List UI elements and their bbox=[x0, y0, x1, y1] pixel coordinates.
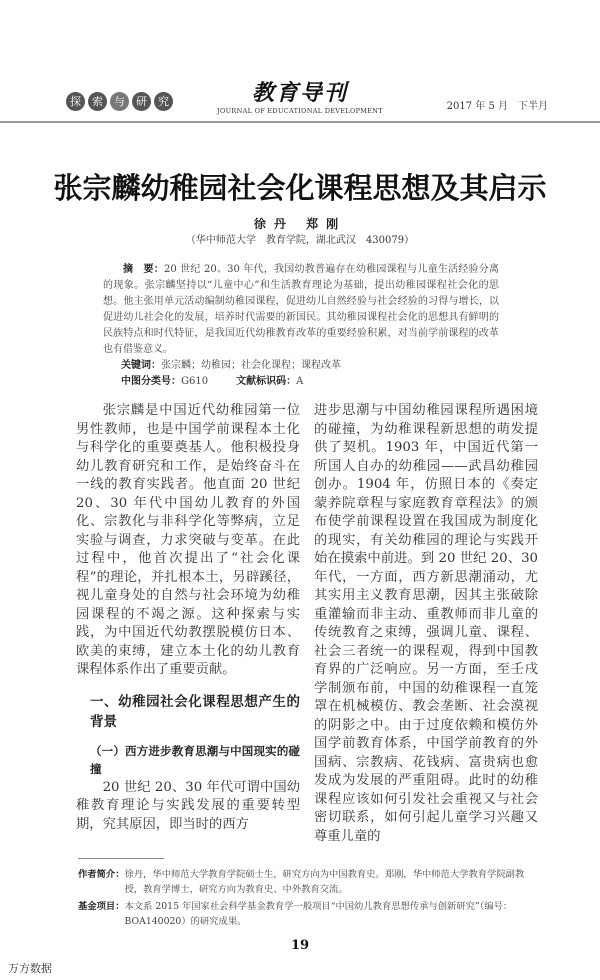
badge-char: 索 bbox=[88, 92, 107, 111]
watermark: 万方数据 bbox=[8, 962, 52, 975]
fund-info: 本文系 2015 年国家社会科学基金教育学一般项目“中国幼儿教育思想传承与创新研究”（编号：BOA140020）的研究成果。 bbox=[124, 901, 513, 927]
author-info-label: 作者简介： bbox=[78, 869, 125, 880]
journal-name-cn: 教育导刊 bbox=[251, 80, 348, 106]
author-info: 徐丹，华中师范大学教育学院硕士生，研究方向为中国教育史。郑刚，华中师范大学教育学院副教授，教育学博士，研究方向为教育史、中外教育交流。 bbox=[124, 869, 525, 895]
badge-char: 究 bbox=[154, 92, 173, 111]
keywords-label: 关键词： bbox=[121, 360, 161, 371]
abstract-label: 摘 要： bbox=[123, 264, 164, 275]
doc-code: A bbox=[296, 376, 304, 387]
subsection-heading: （一）西方进步教育思潮与中国现实的碰撞 bbox=[90, 743, 300, 776]
footnote-rule bbox=[78, 858, 164, 859]
authors: 徐丹 郑刚 bbox=[253, 217, 347, 231]
page-number: 19 bbox=[290, 938, 310, 953]
issue-date: 2017 年 5 月 下半月 bbox=[446, 101, 548, 112]
abstract bbox=[103, 262, 499, 358]
section-badge bbox=[66, 92, 173, 111]
right-column bbox=[314, 402, 538, 846]
fund-label: 基金项目： bbox=[78, 901, 125, 912]
footnotes bbox=[78, 867, 528, 929]
two-column-body bbox=[76, 402, 538, 846]
left-column bbox=[76, 402, 300, 834]
doc-code-label: 文献标识码： bbox=[236, 376, 297, 387]
badge-char: 探 bbox=[66, 92, 85, 111]
journal-name-en: JOURNAL OF EDUCATIONAL DEVELOPMENT bbox=[217, 107, 383, 115]
clc-code: G610 bbox=[181, 376, 209, 387]
clc-label: 中图分类号： bbox=[121, 376, 181, 387]
badge-char: 研 bbox=[132, 92, 151, 111]
keywords-block bbox=[121, 358, 600, 390]
header-rule bbox=[0, 121, 600, 123]
intro-paragraph: 张宗麟是中国近代幼稚园第一位男性教师，也是中国学前课程本土化与科学化的重要奠基人。他积极投身幼儿教育研究和工作，是始终奋斗在一线的教育实践者。他直面 20 世纪 20、30 年代中国幼儿教育的外国化、宗教化与非科学化等弊病，立足实验与调查，力求突破与变革。在此过程中，他首次提出了“社会化课程”的理论，并扎根本土，另辟蹊径，视儿童身处的自然与社会环境为幼稚园课程的不竭之源。这种探索与实践，为中国近代幼教摆脱模仿日本、欧美的束缚，建立本土化的幼儿教育课程体系作出了重要贡献。 bbox=[76, 403, 300, 677]
section-heading: 一、幼稚园社会化课程思想产生的背景 bbox=[90, 693, 300, 730]
keywords: 张宗麟；幼稚园；社会化课程；课程改革 bbox=[161, 360, 341, 371]
abstract-text: 20 世纪 20、30 年代，我国幼教普遍存在幼稚园课程与儿童生活经验分离的现象。张宗麟坚持以“儿童中心”和生活教育理论为基础，提出幼稚园课程社会化的思想。他主张用单元活动编制幼稚园课程，促进幼儿自然经验与社会经验的习得与增长，以促进幼儿社会化的发展，培养时代需要的新国民。其幼稚园课程社会化的思想具有鲜明的民族特点和时代特征，是我国近代幼稚教育改革的重要经验积累，对当前学前课程的改革也有借鉴意义。 bbox=[103, 264, 499, 355]
badge-char: 与 bbox=[110, 92, 129, 111]
body-paragraph: 进步思潮与中国幼稚园课程所遇困境的碰撞，为幼稚课程新思想的萌发提供了契机。1903 年，中国近代第一所国人自办的幼稚园——武昌幼稚园创办。1904 年，仿照日本的《奏定蒙养院章程与家庭教育章程法》的颁布使学前课程设置在我国成为制度化的现实，有关幼稚园的理论与实践开始在摸索中前进。到 20 世纪 20、30 年代，一方面，西方新思潮涌动，尤其实用主义教育思潮，因其主张破除重灌输而非主动、重教师而非儿童的传统教育之束缚，强调儿童、课程、社会三者统一的课程观，得到中国教育界的广泛响应。另一方面，至壬戌学制颁布前，中国的幼稚课程一直笼罩在机械模仿、教会垄断、社会漠视的阴影之中。由于过度依赖和模仿外国学前教育体系，中国学前教育的外国病、宗教病、花钱病、富贵病也愈发成为发展的严重阻碍。此时的幼稚课程应该如何引发社会重视又与社会密切联系，如何引起儿童学习兴趣又尊重儿童的 bbox=[314, 403, 538, 844]
journal-logo bbox=[215, 80, 385, 115]
body-paragraph: 20 世纪 20、30 年代可谓中国幼稚教育理论与实践发展的重要转型期，究其原因，即当时的西方 bbox=[76, 779, 300, 832]
affiliation: （华中师范大学 教育学院，湖北武汉 430079） bbox=[185, 235, 415, 246]
article-title: 张宗麟幼稚园社会化课程思想及其启示 bbox=[53, 171, 547, 205]
